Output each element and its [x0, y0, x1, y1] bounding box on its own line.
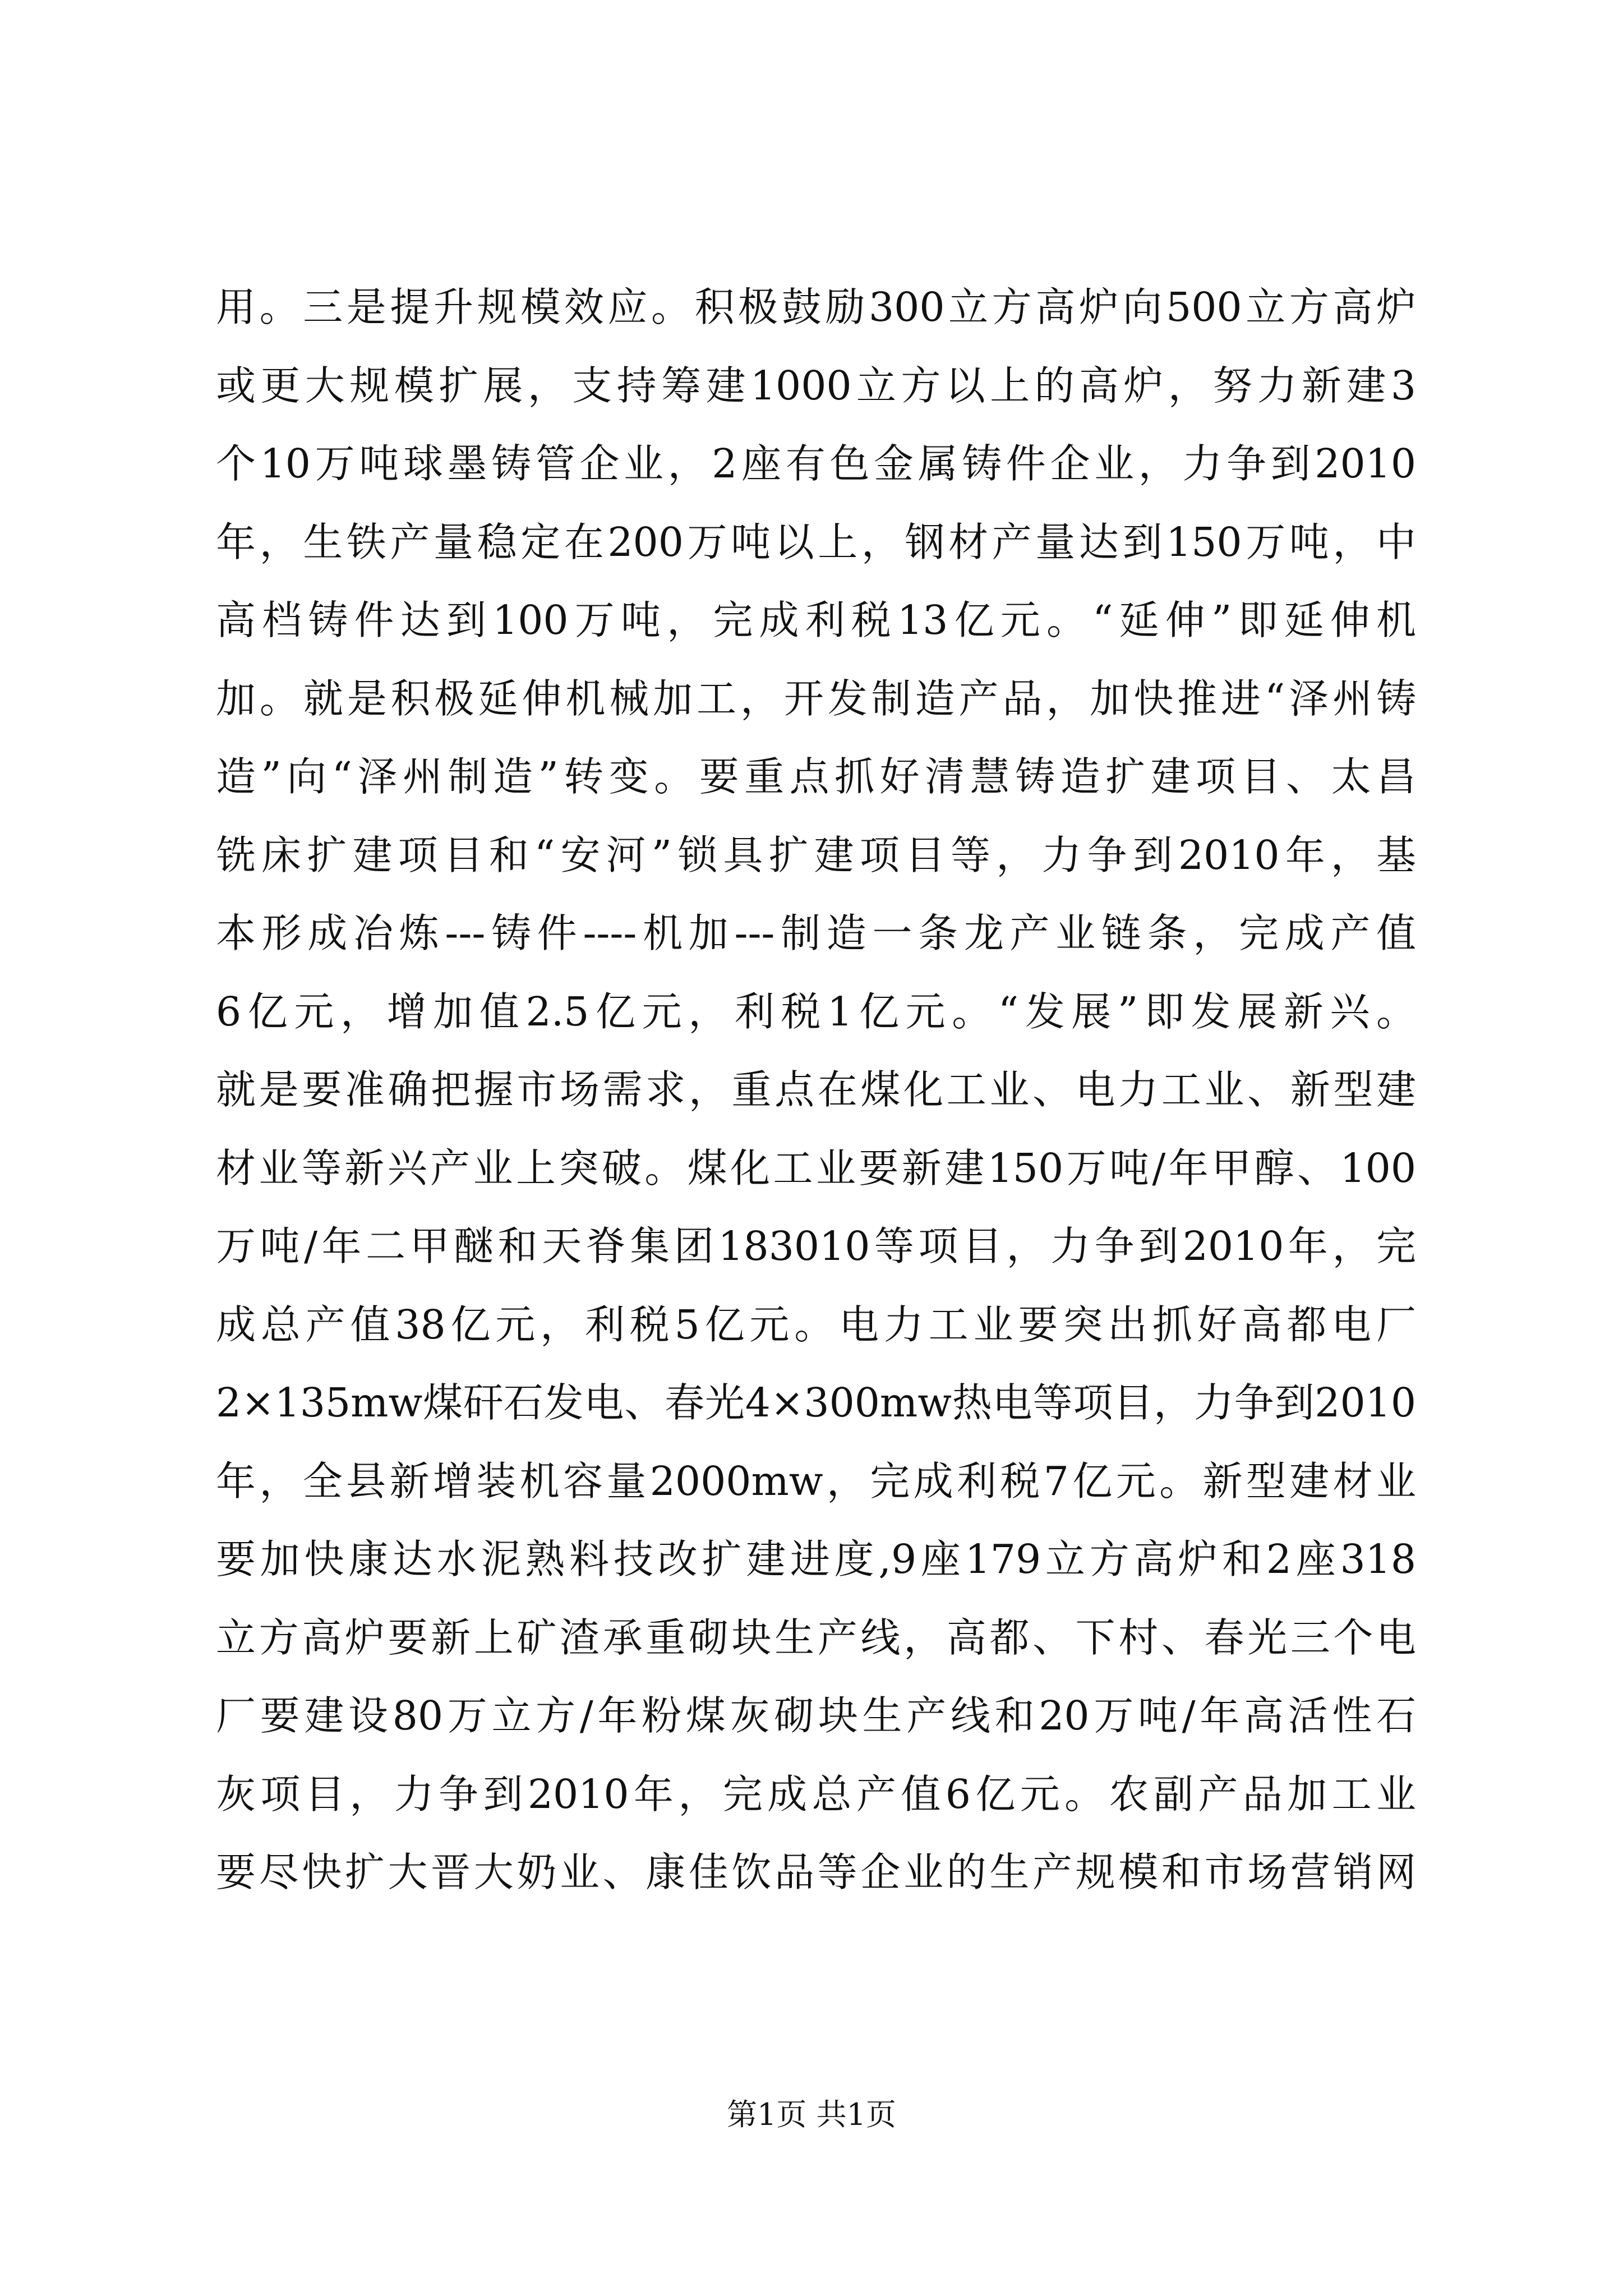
text-line: 厂要建设80万立方/年粉煤灰砌块生产线和20万吨/年高活性石: [216, 1692, 1416, 1739]
text-line: 年，生铁产量稳定在200万吨以上，钢材产量达到150万吨，中: [216, 518, 1416, 565]
text-line: 用。三是提升规模效应。积极鼓励300立方高炉向500立方高炉: [216, 284, 1416, 330]
text-line: 立方高炉要新上矿渣承重砌块生产线，高都、下村、春光三个电: [216, 1614, 1416, 1661]
text-line: 造”向“泽州制造”转变。要重点抓好清慧铸造扩建项目、太昌: [216, 753, 1416, 800]
text-line: 2×135mw煤矸石发电、春光4×300mw热电等项目，力争到2010: [216, 1379, 1416, 1426]
text-line: 就是要准确把握市场需求，重点在煤化工业、电力工业、新型建: [216, 1066, 1416, 1113]
text-line: 灰项目，力争到2010年，完成总产值6亿元。农副产品加工业: [216, 1770, 1416, 1818]
text-line: 本形成冶炼---铸件----机加---制造一条龙产业链条，完成产值: [216, 910, 1416, 956]
text-line: 高档铸件达到100万吨，完成利税13亿元。“延伸”即延伸机: [216, 597, 1416, 643]
text-line: 6亿元，增加值2.5亿元，利税1亿元。“发展”即发展新兴。: [216, 988, 1416, 1035]
text-line: 材业等新兴产业上突破。煤化工业要新建150万吨/年甲醇、100: [216, 1144, 1416, 1191]
text-line: 铣床扩建项目和“安河”锁具扩建项目等，力争到2010年，基: [216, 831, 1416, 878]
text-line: 年，全县新增装机容量2000mw，完成利税7亿元。新型建材业: [216, 1457, 1416, 1504]
page-footer: 第1页 共1页: [727, 2097, 896, 2132]
text-line: 万吨/年二甲醚和天脊集团183010等项目，力争到2010年，完: [216, 1223, 1416, 1269]
text-line: 个10万吨球墨铸管企业，2座有色金属铸件企业，力争到2010: [216, 440, 1416, 487]
text-line: 要尽快扩大晋大奶业、康佳饮品等企业的生产规模和市场营销网: [216, 1849, 1416, 1895]
text-line: 或更大规模扩展，支持筹建1000立方以上的高炉，努力新建3: [216, 362, 1416, 409]
text-line: 成总产值38亿元，利税5亿元。电力工业要突出抓好高都电厂: [216, 1301, 1416, 1348]
text-line: 要加快康达水泥熟料技改扩建进度,9座179立方高炉和2座318: [216, 1536, 1416, 1582]
text-line: 加。就是积极延伸机械加工，开发制造产品，加快推进“泽州铸: [216, 675, 1416, 722]
body-text: [216, 268, 1416, 1912]
